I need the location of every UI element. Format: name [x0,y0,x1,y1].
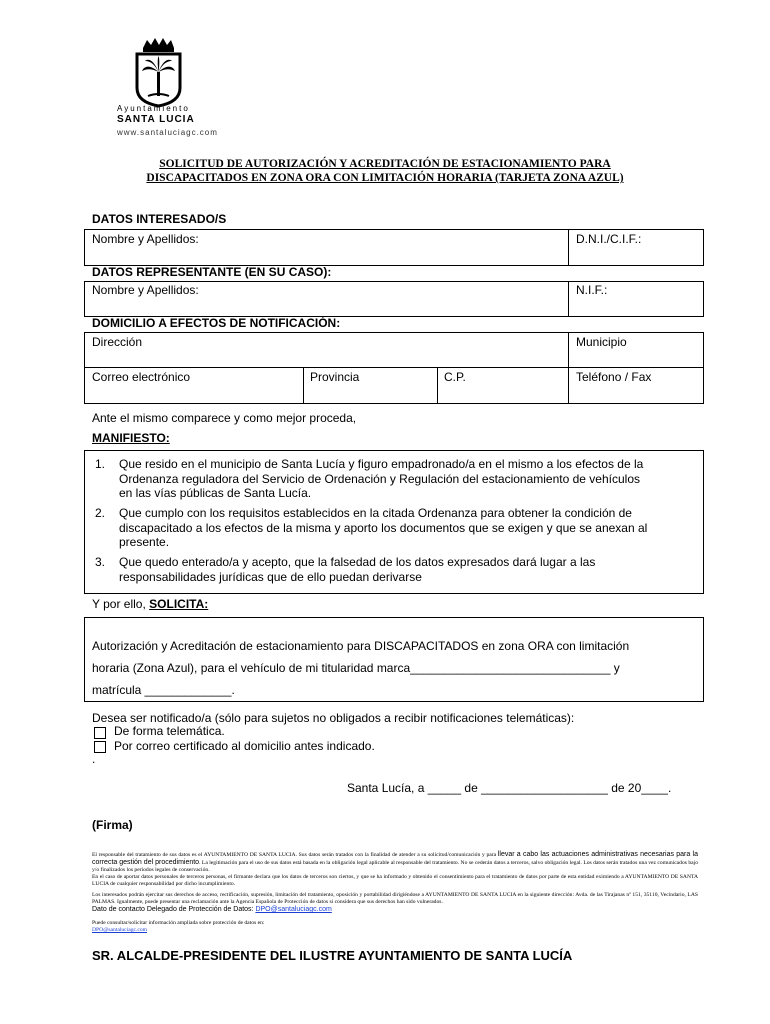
manifiesto-item-line: Que quedo enterado/a y acepto, que la falsedad de los datos expresados dará lugar a las [119,555,596,569]
legal-paragraph-3 [92,920,698,934]
municipio-label: Municipio [576,335,627,349]
direccion-label: Dirección [92,335,143,349]
destinatario: SR. ALCALDE-PRESIDENTE DEL ILUSTRE AYUNTAMIENTO DE SANTA LUCÍA [92,948,573,963]
notificacion-question: Desea ser notificado/a (sólo para sujetos no obligados a recibir notificaciones telemáticas): [92,711,575,725]
manifiesto-heading: MANIFIESTO: [92,431,170,445]
dpo-email-link-2[interactable]: DPO@santaluciagc.com [92,927,148,933]
dpo-email-link[interactable]: DPO@santaluciagc.com [255,906,332,913]
interesado-heading: DATOS INTERESADO/S [92,212,227,226]
solicita-heading: SOLICITA: [149,597,209,611]
correo-certificado-label: Por correo certificado al domicilio antes indicado. [114,739,375,753]
correo-label: Correo electrónico [92,370,191,384]
solicita-prefix: Y por ello, [92,597,150,611]
fecha-line[interactable]: Santa Lucía, a _____ de ___________________ de 20____. [347,781,672,795]
solicita-text-line2[interactable]: horaria (Zona Azul), para el vehículo de mi titularidad marca______________________________ y [92,661,620,675]
manifiesto-item-line: presente. [119,535,170,549]
solicita-line [92,597,208,611]
municipality-website: www.santaluciagc.com [117,128,218,137]
manifiesto-item-number: 3. [95,555,106,569]
representante-heading: DATOS REPRESENTANTE (EN SU CASO): [92,265,332,279]
manifiesto-item-line: discapacitado a los efectos de la misma y aporto los documentos que se exigen y que se anexan al [119,520,648,535]
manifiesto-item-number: 1. [95,457,106,471]
form-title [85,157,685,185]
legal-paragraph-1 [92,851,698,888]
manifiesto-item-line: Que cumplo con los requisitos establecidos en la citada Ordenanza para obtener la condición de [119,506,632,520]
intro-text: Ante el mismo comparece y como mejor proceda, [92,411,357,425]
legal-p2: Los interesados podrán ejercitar sus derechos de acceso, rectificación, supresión, limitación del tratamiento, oposición y portabilidad dirigiéndose a AYUNTAMIENTO DE SANTA LUCIA en la siguiente dirección: Avda. de las Tirajanas nº 151, 35110, Vecindario, LAS PALMAS. Igualmente, puede presentar una reclamación ante la Agencia Española de Protección de datos si considera que sus derechos han sido vulnerados. [92,892,698,905]
representante-id-label: N.I.F.: [576,283,608,297]
representante-name-label: Nombre y Apellidos: [92,283,199,297]
manifiesto-item-1 [95,457,695,501]
form-title-line2: DISCAPACITADOS EN ZONA ORA CON LIMITACIÓN HORARIA (TARJETA ZONA AZUL) [146,172,624,184]
solicita-text-line1: Autorización y Acreditación de estacionamiento para DISCAPACITADOS en zona ORA con limitación [92,639,630,653]
form-title-line1: SOLICITUD DE AUTORIZACIÓN Y ACREDITACIÓN DE ESTACIONAMIENTO PARA [159,158,611,170]
domicilio-heading: DOMICILIO A EFECTOS DE NOTIFICACIÓN: [92,316,341,330]
legal-p1b: llevar a cabo las actuaciones administrativas necesarias para la correcta gestión del procedimiento [92,851,698,866]
telematica-checkbox[interactable] [94,727,106,739]
legal-p3: Puede consultar/solicitar información ampliada sobre protección de datos en: [92,920,265,926]
legal-p1a: El responsable del tratamiento de sus datos es el AYUNTAMIENTO DE SANTA LUCIA. Sus datos serán tratados con la finalidad de atender a su solicitud/comunicación y para [92,852,498,858]
legal-paragraph-2 [92,892,698,914]
municipality-name-line2: SANTA LUCIA [117,114,195,125]
municipality-name-line1: Ayuntamiento [117,104,190,113]
firma-label: (Firma) [92,818,133,832]
interesado-id-label: D.N.I./C.I.F.: [576,232,642,246]
legal-p1d: En el caso de aportar datos personales de terceros personas, el firmante declara que los datos de terceros son ciertos, y que se ha informado y obtenido el consentimiento para el tratamiento de datos por parte de esta entidad eximiendo a AYUNTAMIENTO DE SANTA LUCIA de cualquier responsabilidad por dicho incumplimiento. [92,874,698,887]
telefono-label: Teléfono / Fax [576,370,652,384]
telematica-label: De forma telemática. [114,724,225,738]
legal-dpo-label: Dato de contacto Delegado de Protección de Datos: [92,906,256,913]
provincia-label: Provincia [310,370,360,384]
interesado-name-label: Nombre y Apellidos: [92,232,199,246]
correo-certificado-checkbox[interactable] [94,741,106,753]
solicita-text-line3[interactable]: matrícula _____________. [92,683,235,697]
stray-dot: . [92,752,96,766]
manifiesto-item-2 [95,506,695,550]
manifiesto-item-line: en las vías públicas de Santa Lucía. [119,486,312,500]
cp-label: C.P. [444,370,466,384]
manifiesto-item-line: Que resido en el municipio de Santa Lucía y figuro empadronado/a en el mismo a los efectos de la [119,457,644,471]
manifiesto-item-line: Ordenanza reguladora del Servicio de Ordenación y Regulación del estacionamiento de vehículos [119,471,640,486]
manifiesto-item-line: responsabilidades jurídicas que de ello puedan derivarse [119,569,422,584]
manifiesto-item-3 [95,555,695,584]
manifiesto-item-number: 2. [95,506,106,520]
legal-p1c: . La legitimación para el uso de sus datos está basada en la obligación legal aplicable al responsable del tratamiento. No se cederán datos a terceros, salvo obligación legal. Los datos serán tratados una vez comunicados bajo y/o finalizados los períodos legales de conservación. [92,860,698,873]
